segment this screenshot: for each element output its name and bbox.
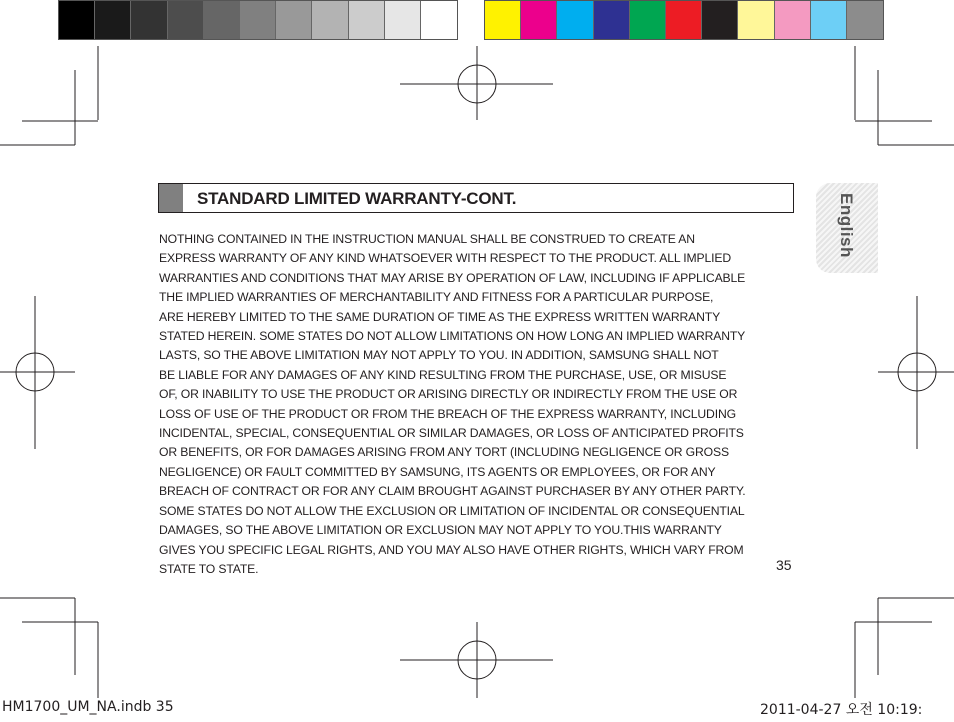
body-line: OF, OR INABILITY TO USE THE PRODUCT OR ARISING DIRECTLY OR INDIRECTLY FROM THE USE OR [159,387,738,402]
body-line: INCIDENTAL, SPECIAL, CONSEQUENTIAL OR SIMILAR DAMAGES, OR LOSS OF ANTICIPATED PROFITS [159,426,744,441]
body-line: NEGLIGENCE) OR FAULT COMMITTED BY SAMSUNG, ITS AGENTS OR EMPLOYEES, OR FOR ANY [159,464,716,479]
body-line: NOTHING CONTAINED IN THE INSTRUCTION MANUAL SHALL BE CONSTRUED TO CREATE AN [159,232,695,246]
language-tab-label: English [837,193,856,258]
body-line: OR BENEFITS, OR FOR DAMAGES ARISING FROM ANY TORT (INCLUDING NEGLIGENCE OR GROSS [159,445,729,460]
body-line: STATE TO STATE. [159,561,259,576]
body-line: LOSS OF USE OF THE PRODUCT OR FROM THE BREACH OF THE EXPRESS WARRANTY, INCLUDING [159,406,736,421]
body-line: EXPRESS WARRANTY OF ANY KIND WHATSOEVER WITH RESPECT TO THE PRODUCT. ALL IMPLIED [159,251,731,266]
body-line: SOME STATES DO NOT ALLOW THE EXCLUSION OR LIMITATION OF INCIDENTAL OR CONSEQUENTIAL [159,503,745,518]
section-header [158,183,794,213]
warranty-body-text [159,230,799,579]
print-slug-filename: HM1700_UM_NA.indb 35 [2,699,174,715]
body-line: THE IMPLIED WARRANTIES OF MERCHANTABILITY AND FITNESS FOR A PARTICULAR PURPOSE, [159,290,714,305]
page-number: 35 [776,557,792,573]
body-line: DAMAGES, SO THE ABOVE LIMITATION OR EXCLUSION MAY NOT APPLY TO YOU.THIS WARRANTY [159,523,722,538]
section-title: STANDARD LIMITED WARRANTY-CONT. [197,189,517,208]
language-tab [816,183,878,273]
body-line: WARRANTIES AND CONDITIONS THAT MAY ARISE BY OPERATION OF LAW, INCLUDING IF APPLICABLE [159,270,746,285]
body-line: STATED HEREIN. SOME STATES DO NOT ALLOW LIMITATIONS ON HOW LONG AN IMPLIED WARRANTY [159,329,746,344]
body-line: GIVES YOU SPECIFIC LEGAL RIGHTS, AND YOU MAY ALSO HAVE OTHER RIGHTS, WHICH VARY FROM [159,542,744,557]
body-line: ARE HEREBY LIMITED TO THE SAME DURATION OF TIME AS THE EXPRESS WRITTEN WARRANTY [159,309,721,324]
body-line: BREACH OF CONTRACT OR FOR ANY CLAIM BROUGHT AGAINST PURCHASER BY ANY OTHER PARTY. [159,484,746,499]
body-line: LASTS, SO THE ABOVE LIMITATION MAY NOT APPLY TO YOU. IN ADDITION, SAMSUNG SHALL NOT [159,348,719,363]
print-slug-timestamp: 2011-04-27 오전 10:19: [760,702,923,718]
body-line: BE LIABLE FOR ANY DAMAGES OF ANY KIND RESULTING FROM THE PURCHASE, USE, OR MISUSE [159,367,727,382]
header-gray-block [159,184,183,212]
